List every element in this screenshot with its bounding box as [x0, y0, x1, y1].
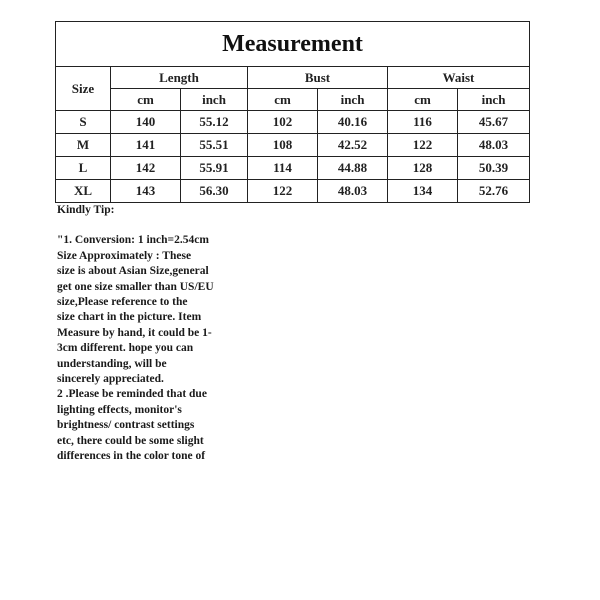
table-row [56, 134, 530, 157]
table-title: Measurement [56, 22, 530, 67]
table-cell: 102 [248, 111, 318, 134]
bust-group-header: Bust [248, 67, 388, 89]
tip-line: "1. Conversion: 1 inch=2.54cm [57, 234, 209, 247]
size-label: M [56, 134, 111, 157]
unit-header: inch [181, 89, 248, 111]
table-cell: 143 [111, 180, 181, 203]
tip-line: lighting effects, monitor's [57, 403, 182, 416]
tip-line: size is about Asian Size,general [57, 265, 209, 278]
tip-line: brightness/ contrast settings [57, 419, 195, 432]
tip-line: get one size smaller than US/EU [57, 280, 214, 293]
tip-line: size chart in the picture. Item [57, 311, 202, 324]
size-label: L [56, 157, 111, 180]
table-cell: 48.03 [458, 134, 530, 157]
size-label: XL [56, 180, 111, 203]
table-cell: 56.30 [181, 180, 248, 203]
table-cell: 134 [388, 180, 458, 203]
size-chart-table [55, 21, 530, 203]
tip-line: sincerely appreciated. [57, 373, 164, 386]
size-column-header: Size [56, 67, 111, 111]
unit-header: cm [111, 89, 181, 111]
table-cell: 55.51 [181, 134, 248, 157]
unit-header-row [56, 89, 530, 111]
table-cell: 116 [388, 111, 458, 134]
unit-header: cm [388, 89, 458, 111]
table-cell: 114 [248, 157, 318, 180]
kindly-tip-section [57, 203, 257, 465]
tip-line: 2 .Please be reminded that due [57, 388, 207, 401]
table-cell: 141 [111, 134, 181, 157]
length-group-header: Length [111, 67, 248, 89]
table-cell: 128 [388, 157, 458, 180]
table-cell: 122 [248, 180, 318, 203]
table-cell: 140 [111, 111, 181, 134]
table-cell: 45.67 [458, 111, 530, 134]
tip-line: Measure by hand, it could be 1- [57, 326, 212, 339]
tip-line: etc, there could be some slight [57, 434, 204, 447]
tip-heading: Kindly Tip: [57, 204, 115, 216]
unit-header: cm [248, 89, 318, 111]
tip-line: differences in the color tone of [57, 450, 206, 463]
table-cell: 50.39 [458, 157, 530, 180]
group-header-row [56, 67, 530, 89]
title-row [56, 22, 530, 67]
table-row [56, 180, 530, 203]
unit-header: inch [458, 89, 530, 111]
table-cell: 122 [388, 134, 458, 157]
table-cell: 142 [111, 157, 181, 180]
tip-line: Size Approximately : These [57, 249, 192, 262]
table-cell: 40.16 [318, 111, 388, 134]
table-cell: 108 [248, 134, 318, 157]
table-cell: 44.88 [318, 157, 388, 180]
tip-line: size,Please reference to the [57, 296, 188, 309]
size-label: S [56, 111, 111, 134]
table-cell: 42.52 [318, 134, 388, 157]
unit-header: inch [318, 89, 388, 111]
table-row [56, 157, 530, 180]
table-row [56, 111, 530, 134]
table-cell: 55.12 [181, 111, 248, 134]
table-cell: 55.91 [181, 157, 248, 180]
tip-line: understanding, will be [57, 357, 167, 370]
tip-line: 3cm different. hope you can [57, 342, 194, 355]
table-cell: 52.76 [458, 180, 530, 203]
table-cell: 48.03 [318, 180, 388, 203]
waist-group-header: Waist [388, 67, 530, 89]
